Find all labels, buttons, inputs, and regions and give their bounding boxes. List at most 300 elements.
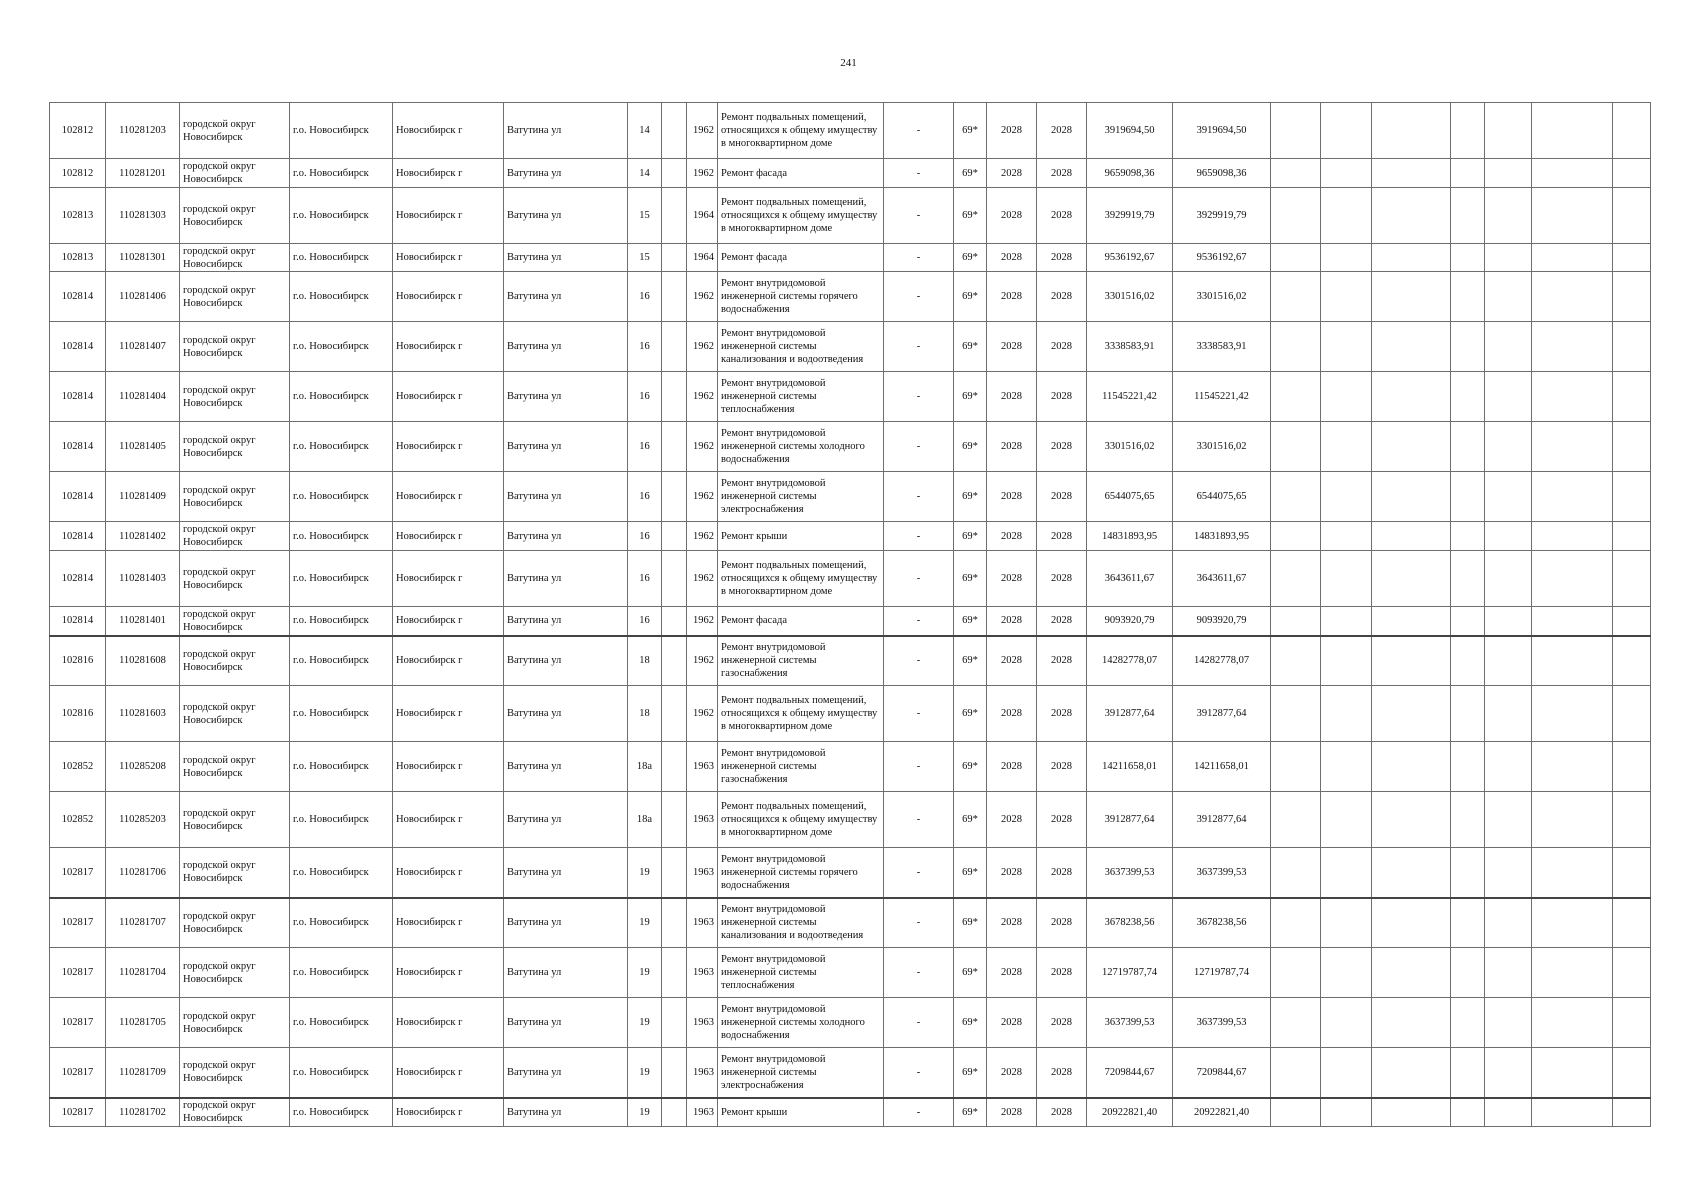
- wear-mark-cell: 69*: [954, 898, 987, 948]
- build-year-cell: 1962: [687, 159, 718, 188]
- total-cost-cell: 14282778,07: [1173, 636, 1271, 686]
- empty-cell: [1613, 472, 1651, 522]
- municipality-cell: городской округ Новосибирск: [180, 636, 290, 686]
- repair-year-cell: 2028: [1037, 636, 1087, 686]
- empty-cell: [1532, 607, 1613, 636]
- wear-mark-cell: 69*: [954, 322, 987, 372]
- empty-cell: [1485, 948, 1532, 998]
- city-cell: Новосибирск г: [393, 1048, 504, 1098]
- repair-year-cell: 2028: [1037, 272, 1087, 322]
- city-cell: Новосибирск г: [393, 244, 504, 272]
- district-cell: г.о. Новосибирск: [290, 522, 393, 551]
- work-type-cell: Ремонт внутридомовой инженерной системы теплоснабжения: [718, 372, 884, 422]
- district-cell: г.о. Новосибирск: [290, 792, 393, 848]
- empty-cell: [1372, 272, 1451, 322]
- empty-cell: [1372, 244, 1451, 272]
- build-year-cell: 1962: [687, 372, 718, 422]
- dash-cell: -: [884, 272, 954, 322]
- district-cell: г.о. Новосибирск: [290, 159, 393, 188]
- street-cell: Ватутина ул: [504, 998, 628, 1048]
- empty-cell: [1485, 322, 1532, 372]
- work-type-cell: Ремонт внутридомовой инженерной системы горячего водоснабжения: [718, 272, 884, 322]
- total-cost-cell: 6544075,65: [1173, 472, 1271, 522]
- empty-cell: [662, 422, 687, 472]
- empty-cell: [1271, 159, 1321, 188]
- work-id-cell: 110281707: [106, 898, 180, 948]
- house-number-cell: 19: [628, 1098, 662, 1127]
- empty-cell: [662, 551, 687, 607]
- empty-cell: [662, 686, 687, 742]
- cost-cell: 3338583,91: [1087, 322, 1173, 372]
- city-cell: Новосибирск г: [393, 472, 504, 522]
- empty-cell: [1532, 998, 1613, 1048]
- empty-cell: [1532, 1048, 1613, 1098]
- house-number-cell: 19: [628, 848, 662, 898]
- empty-cell: [1321, 522, 1372, 551]
- city-cell: Новосибирск г: [393, 422, 504, 472]
- empty-cell: [662, 792, 687, 848]
- work-id-cell: 110281301: [106, 244, 180, 272]
- house-number-cell: 18: [628, 686, 662, 742]
- work-type-cell: Ремонт крыши: [718, 1098, 884, 1127]
- municipality-cell: городской округ Новосибирск: [180, 742, 290, 792]
- work-type-cell: Ремонт внутридомовой инженерной системы канализования и водоотведения: [718, 322, 884, 372]
- plan-year-cell: 2028: [987, 188, 1037, 244]
- table-row: [50, 472, 1651, 522]
- work-id-cell: 110281705: [106, 998, 180, 1048]
- house-code-cell: 102814: [50, 551, 106, 607]
- cost-cell: 9536192,67: [1087, 244, 1173, 272]
- district-cell: г.о. Новосибирск: [290, 272, 393, 322]
- work-id-cell: 110281404: [106, 372, 180, 422]
- empty-cell: [1321, 103, 1372, 159]
- empty-cell: [1271, 636, 1321, 686]
- empty-cell: [1532, 103, 1613, 159]
- wear-mark-cell: 69*: [954, 607, 987, 636]
- empty-cell: [1485, 422, 1532, 472]
- plan-year-cell: 2028: [987, 244, 1037, 272]
- plan-year-cell: 2028: [987, 742, 1037, 792]
- empty-cell: [1613, 103, 1651, 159]
- empty-cell: [1372, 103, 1451, 159]
- total-cost-cell: 14831893,95: [1173, 522, 1271, 551]
- municipality-cell: городской округ Новосибирск: [180, 272, 290, 322]
- district-cell: г.о. Новосибирск: [290, 636, 393, 686]
- district-cell: г.о. Новосибирск: [290, 551, 393, 607]
- dash-cell: -: [884, 1048, 954, 1098]
- empty-cell: [1321, 848, 1372, 898]
- build-year-cell: 1962: [687, 103, 718, 159]
- total-cost-cell: 3643611,67: [1173, 551, 1271, 607]
- street-cell: Ватутина ул: [504, 472, 628, 522]
- street-cell: Ватутина ул: [504, 244, 628, 272]
- empty-cell: [1271, 103, 1321, 159]
- build-year-cell: 1963: [687, 792, 718, 848]
- house-number-cell: 19: [628, 898, 662, 948]
- empty-cell: [1613, 686, 1651, 742]
- house-number-cell: 16: [628, 551, 662, 607]
- table-row: [50, 188, 1651, 244]
- street-cell: Ватутина ул: [504, 1098, 628, 1127]
- district-cell: г.о. Новосибирск: [290, 742, 393, 792]
- house-number-cell: 18: [628, 636, 662, 686]
- total-cost-cell: 11545221,42: [1173, 372, 1271, 422]
- empty-cell: [1451, 686, 1485, 742]
- house-code-cell: 102817: [50, 848, 106, 898]
- city-cell: Новосибирск г: [393, 636, 504, 686]
- empty-cell: [1532, 551, 1613, 607]
- dash-cell: -: [884, 551, 954, 607]
- empty-cell: [1532, 742, 1613, 792]
- house-code-cell: 102814: [50, 607, 106, 636]
- total-cost-cell: 12719787,74: [1173, 948, 1271, 998]
- house-code-cell: 102852: [50, 742, 106, 792]
- work-id-cell: 110281401: [106, 607, 180, 636]
- empty-cell: [1451, 472, 1485, 522]
- house-number-cell: 16: [628, 422, 662, 472]
- empty-cell: [662, 742, 687, 792]
- empty-cell: [1451, 272, 1485, 322]
- empty-cell: [1271, 472, 1321, 522]
- plan-year-cell: 2028: [987, 159, 1037, 188]
- table-row: [50, 848, 1651, 898]
- empty-cell: [1485, 792, 1532, 848]
- empty-cell: [1451, 522, 1485, 551]
- repair-year-cell: 2028: [1037, 1098, 1087, 1127]
- empty-cell: [662, 159, 687, 188]
- municipality-cell: городской округ Новосибирск: [180, 244, 290, 272]
- empty-cell: [1271, 322, 1321, 372]
- house-number-cell: 19: [628, 1048, 662, 1098]
- city-cell: Новосибирск г: [393, 551, 504, 607]
- work-id-cell: 110285208: [106, 742, 180, 792]
- district-cell: г.о. Новосибирск: [290, 848, 393, 898]
- empty-cell: [662, 272, 687, 322]
- wear-mark-cell: 69*: [954, 1048, 987, 1098]
- build-year-cell: 1962: [687, 686, 718, 742]
- repair-year-cell: 2028: [1037, 686, 1087, 742]
- cost-cell: 14831893,95: [1087, 522, 1173, 551]
- wear-mark-cell: 69*: [954, 998, 987, 1048]
- empty-cell: [1451, 898, 1485, 948]
- work-id-cell: 110281709: [106, 1048, 180, 1098]
- wear-mark-cell: 69*: [954, 848, 987, 898]
- build-year-cell: 1962: [687, 551, 718, 607]
- street-cell: Ватутина ул: [504, 1048, 628, 1098]
- city-cell: Новосибирск г: [393, 322, 504, 372]
- table-row: [50, 607, 1651, 636]
- repair-year-cell: 2028: [1037, 1048, 1087, 1098]
- empty-cell: [1532, 848, 1613, 898]
- empty-cell: [1321, 551, 1372, 607]
- dash-cell: -: [884, 422, 954, 472]
- empty-cell: [1271, 422, 1321, 472]
- total-cost-cell: 20922821,40: [1173, 1098, 1271, 1127]
- wear-mark-cell: 69*: [954, 686, 987, 742]
- empty-cell: [1271, 372, 1321, 422]
- work-type-cell: Ремонт внутридомовой инженерной системы электроснабжения: [718, 472, 884, 522]
- house-code-cell: 102812: [50, 103, 106, 159]
- empty-cell: [1271, 1048, 1321, 1098]
- house-number-cell: 15: [628, 188, 662, 244]
- empty-cell: [1613, 522, 1651, 551]
- empty-cell: [1321, 742, 1372, 792]
- work-type-cell: Ремонт крыши: [718, 522, 884, 551]
- empty-cell: [1451, 372, 1485, 422]
- plan-year-cell: 2028: [987, 103, 1037, 159]
- table-row: [50, 898, 1651, 948]
- district-cell: г.о. Новосибирск: [290, 472, 393, 522]
- work-type-cell: Ремонт внутридомовой инженерной системы газоснабжения: [718, 742, 884, 792]
- city-cell: Новосибирск г: [393, 998, 504, 1048]
- empty-cell: [1613, 188, 1651, 244]
- municipality-cell: городской округ Новосибирск: [180, 898, 290, 948]
- municipality-cell: городской округ Новосибирск: [180, 159, 290, 188]
- municipality-cell: городской округ Новосибирск: [180, 686, 290, 742]
- municipality-cell: городской округ Новосибирск: [180, 1098, 290, 1127]
- district-cell: г.о. Новосибирск: [290, 607, 393, 636]
- total-cost-cell: 3637399,53: [1173, 998, 1271, 1048]
- empty-cell: [662, 188, 687, 244]
- district-cell: г.о. Новосибирск: [290, 322, 393, 372]
- house-number-cell: 16: [628, 322, 662, 372]
- empty-cell: [1451, 792, 1485, 848]
- empty-cell: [1485, 472, 1532, 522]
- dash-cell: -: [884, 372, 954, 422]
- cost-cell: 3637399,53: [1087, 848, 1173, 898]
- wear-mark-cell: 69*: [954, 372, 987, 422]
- empty-cell: [1532, 472, 1613, 522]
- district-cell: г.о. Новосибирск: [290, 898, 393, 948]
- repair-year-cell: 2028: [1037, 607, 1087, 636]
- empty-cell: [1372, 372, 1451, 422]
- wear-mark-cell: 69*: [954, 188, 987, 244]
- dash-cell: -: [884, 244, 954, 272]
- wear-mark-cell: 69*: [954, 244, 987, 272]
- total-cost-cell: 3301516,02: [1173, 422, 1271, 472]
- empty-cell: [662, 948, 687, 998]
- empty-cell: [1485, 551, 1532, 607]
- empty-cell: [1485, 686, 1532, 742]
- wear-mark-cell: 69*: [954, 742, 987, 792]
- street-cell: Ватутина ул: [504, 686, 628, 742]
- house-code-cell: 102816: [50, 636, 106, 686]
- empty-cell: [1372, 898, 1451, 948]
- empty-cell: [1372, 422, 1451, 472]
- build-year-cell: 1964: [687, 188, 718, 244]
- house-code-cell: 102852: [50, 792, 106, 848]
- work-type-cell: Ремонт внутридомовой инженерной системы холодного водоснабжения: [718, 998, 884, 1048]
- dash-cell: -: [884, 188, 954, 244]
- work-type-cell: Ремонт фасада: [718, 244, 884, 272]
- city-cell: Новосибирск г: [393, 372, 504, 422]
- city-cell: Новосибирск г: [393, 848, 504, 898]
- empty-cell: [1485, 372, 1532, 422]
- empty-cell: [1372, 322, 1451, 372]
- repair-year-cell: 2028: [1037, 322, 1087, 372]
- municipality-cell: городской округ Новосибирск: [180, 998, 290, 1048]
- empty-cell: [662, 472, 687, 522]
- empty-cell: [1271, 551, 1321, 607]
- house-code-cell: 102817: [50, 998, 106, 1048]
- repair-year-cell: 2028: [1037, 159, 1087, 188]
- street-cell: Ватутина ул: [504, 103, 628, 159]
- dash-cell: -: [884, 103, 954, 159]
- city-cell: Новосибирск г: [393, 686, 504, 742]
- city-cell: Новосибирск г: [393, 792, 504, 848]
- empty-cell: [662, 607, 687, 636]
- empty-cell: [1271, 742, 1321, 792]
- empty-cell: [1532, 372, 1613, 422]
- plan-year-cell: 2028: [987, 998, 1037, 1048]
- work-id-cell: 110281706: [106, 848, 180, 898]
- street-cell: Ватутина ул: [504, 551, 628, 607]
- district-cell: г.о. Новосибирск: [290, 188, 393, 244]
- empty-cell: [1321, 472, 1372, 522]
- plan-year-cell: 2028: [987, 898, 1037, 948]
- house-code-cell: 102817: [50, 1098, 106, 1127]
- empty-cell: [1271, 1098, 1321, 1127]
- empty-cell: [1613, 998, 1651, 1048]
- empty-cell: [662, 322, 687, 372]
- cost-cell: 3919694,50: [1087, 103, 1173, 159]
- municipality-cell: городской округ Новосибирск: [180, 792, 290, 848]
- dash-cell: -: [884, 898, 954, 948]
- work-type-cell: Ремонт внутридомовой инженерной системы канализования и водоотведения: [718, 898, 884, 948]
- empty-cell: [1321, 607, 1372, 636]
- build-year-cell: 1962: [687, 422, 718, 472]
- wear-mark-cell: 69*: [954, 422, 987, 472]
- empty-cell: [1271, 522, 1321, 551]
- cost-cell: 3637399,53: [1087, 998, 1173, 1048]
- empty-cell: [1485, 244, 1532, 272]
- city-cell: Новосибирск г: [393, 272, 504, 322]
- street-cell: Ватутина ул: [504, 322, 628, 372]
- empty-cell: [662, 103, 687, 159]
- empty-cell: [1485, 103, 1532, 159]
- dash-cell: -: [884, 159, 954, 188]
- total-cost-cell: 3301516,02: [1173, 272, 1271, 322]
- cost-cell: 14211658,01: [1087, 742, 1173, 792]
- build-year-cell: 1962: [687, 272, 718, 322]
- empty-cell: [1613, 898, 1651, 948]
- house-code-cell: 102814: [50, 422, 106, 472]
- empty-cell: [662, 522, 687, 551]
- empty-cell: [1321, 188, 1372, 244]
- plan-year-cell: 2028: [987, 686, 1037, 742]
- table-row: [50, 636, 1651, 686]
- plan-year-cell: 2028: [987, 636, 1037, 686]
- cost-cell: 3912877,64: [1087, 686, 1173, 742]
- wear-mark-cell: 69*: [954, 103, 987, 159]
- empty-cell: [1321, 159, 1372, 188]
- district-cell: г.о. Новосибирск: [290, 686, 393, 742]
- empty-cell: [1485, 272, 1532, 322]
- empty-cell: [1321, 686, 1372, 742]
- district-cell: г.о. Новосибирск: [290, 948, 393, 998]
- table-row: [50, 998, 1651, 1048]
- house-code-cell: 102814: [50, 322, 106, 372]
- house-number-cell: 16: [628, 272, 662, 322]
- empty-cell: [1613, 551, 1651, 607]
- empty-cell: [1451, 159, 1485, 188]
- city-cell: Новосибирск г: [393, 159, 504, 188]
- empty-cell: [1532, 636, 1613, 686]
- capital-repair-table: [49, 102, 1651, 1127]
- empty-cell: [1271, 686, 1321, 742]
- plan-year-cell: 2028: [987, 948, 1037, 998]
- plan-year-cell: 2028: [987, 522, 1037, 551]
- wear-mark-cell: 69*: [954, 636, 987, 686]
- house-code-cell: 102814: [50, 372, 106, 422]
- build-year-cell: 1964: [687, 244, 718, 272]
- empty-cell: [1613, 848, 1651, 898]
- empty-cell: [1271, 998, 1321, 1048]
- build-year-cell: 1962: [687, 636, 718, 686]
- plan-year-cell: 2028: [987, 272, 1037, 322]
- empty-cell: [1321, 1048, 1372, 1098]
- empty-cell: [1532, 1098, 1613, 1127]
- empty-cell: [1485, 522, 1532, 551]
- district-cell: г.о. Новосибирск: [290, 1098, 393, 1127]
- cost-cell: 6544075,65: [1087, 472, 1173, 522]
- house-number-cell: 16: [628, 472, 662, 522]
- repair-year-cell: 2028: [1037, 998, 1087, 1048]
- empty-cell: [1372, 607, 1451, 636]
- empty-cell: [1372, 742, 1451, 792]
- empty-cell: [1613, 159, 1651, 188]
- table-row: [50, 422, 1651, 472]
- plan-year-cell: 2028: [987, 322, 1037, 372]
- empty-cell: [1613, 607, 1651, 636]
- empty-cell: [1613, 422, 1651, 472]
- house-number-cell: 15: [628, 244, 662, 272]
- house-number-cell: 16: [628, 522, 662, 551]
- table-row: [50, 159, 1651, 188]
- dash-cell: -: [884, 998, 954, 1048]
- house-number-cell: 16: [628, 607, 662, 636]
- street-cell: Ватутина ул: [504, 272, 628, 322]
- work-type-cell: Ремонт внутридомовой инженерной системы газоснабжения: [718, 636, 884, 686]
- municipality-cell: городской округ Новосибирск: [180, 551, 290, 607]
- repair-year-cell: 2028: [1037, 422, 1087, 472]
- street-cell: Ватутина ул: [504, 636, 628, 686]
- work-id-cell: 110281603: [106, 686, 180, 742]
- empty-cell: [1271, 848, 1321, 898]
- empty-cell: [1532, 422, 1613, 472]
- work-type-cell: Ремонт внутридомовой инженерной системы холодного водоснабжения: [718, 422, 884, 472]
- district-cell: г.о. Новосибирск: [290, 372, 393, 422]
- empty-cell: [1613, 742, 1651, 792]
- house-number-cell: 19: [628, 948, 662, 998]
- empty-cell: [1532, 322, 1613, 372]
- municipality-cell: городской округ Новосибирск: [180, 372, 290, 422]
- empty-cell: [662, 1048, 687, 1098]
- empty-cell: [1321, 272, 1372, 322]
- municipality-cell: городской округ Новосибирск: [180, 188, 290, 244]
- work-id-cell: 110281406: [106, 272, 180, 322]
- empty-cell: [1321, 1098, 1372, 1127]
- empty-cell: [1532, 522, 1613, 551]
- work-id-cell: 110281201: [106, 159, 180, 188]
- empty-cell: [662, 1098, 687, 1127]
- total-cost-cell: 9093920,79: [1173, 607, 1271, 636]
- city-cell: Новосибирск г: [393, 742, 504, 792]
- empty-cell: [1372, 188, 1451, 244]
- repair-year-cell: 2028: [1037, 372, 1087, 422]
- street-cell: Ватутина ул: [504, 188, 628, 244]
- empty-cell: [1485, 1098, 1532, 1127]
